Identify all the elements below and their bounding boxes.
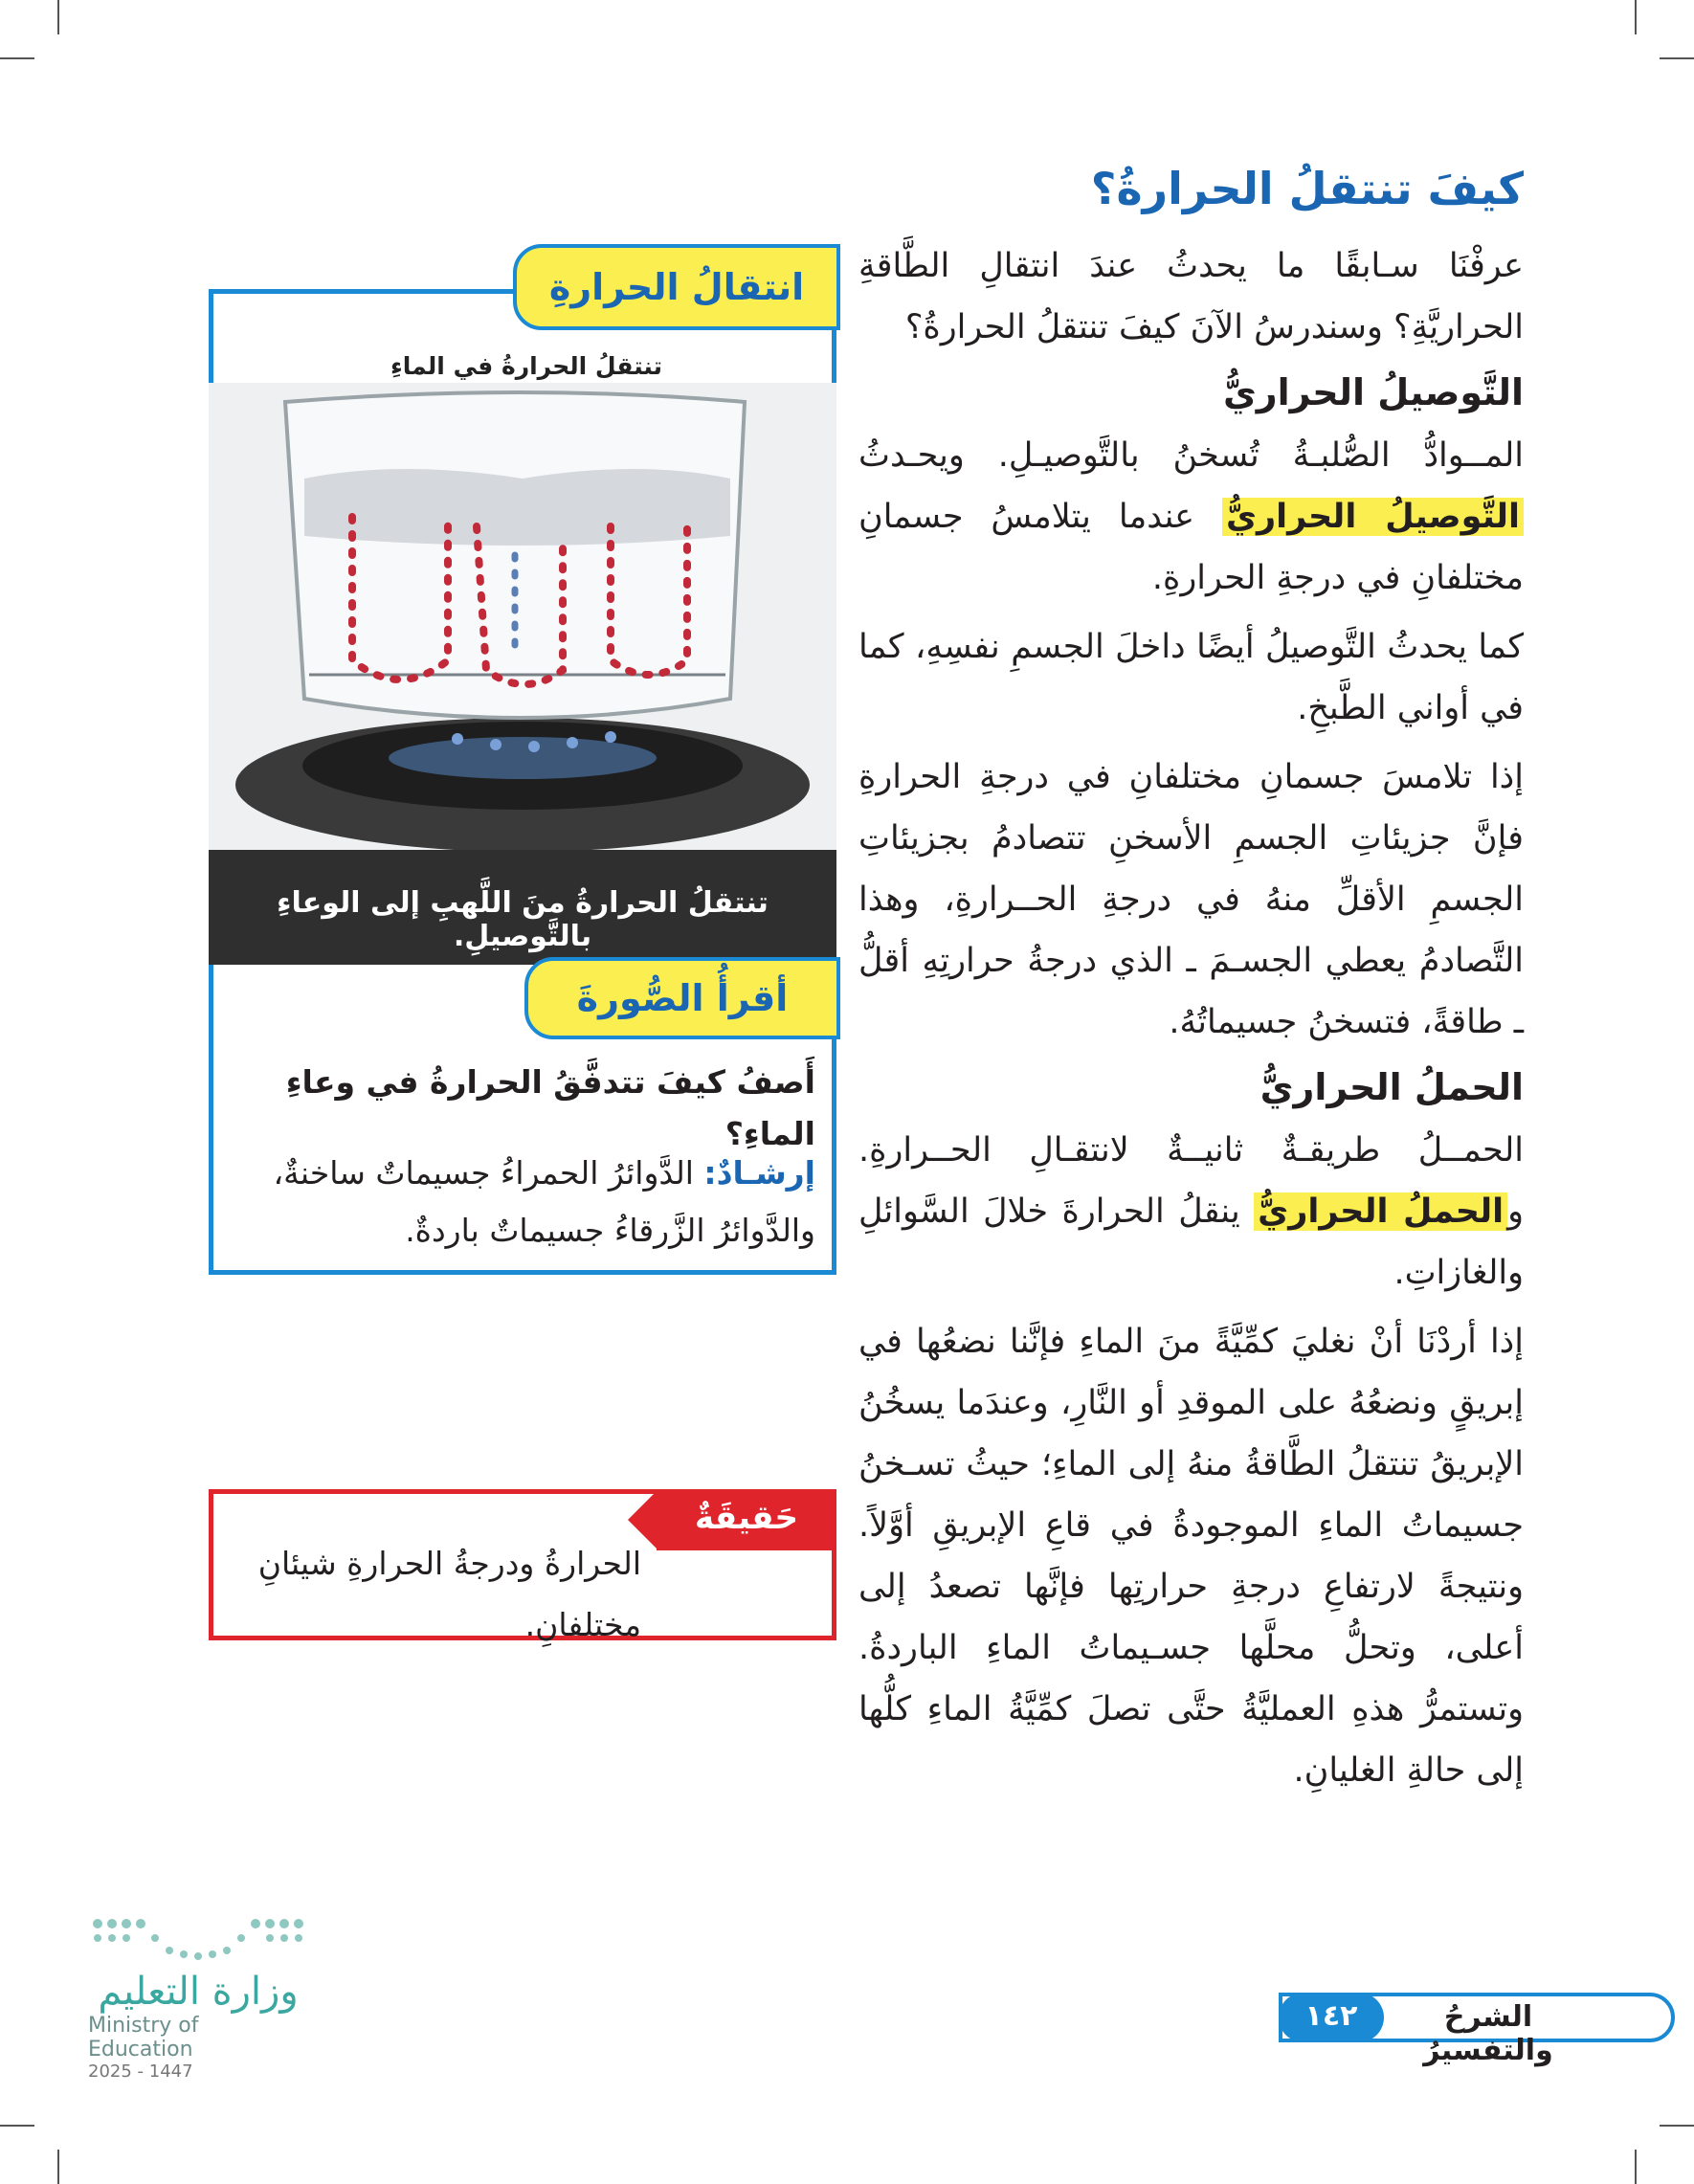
intro-paragraph: عرفْنَا سـابقًا ما يحدثُ عندَ انتقالِ الطَّاقةِ الحراريَّةِ؟ وسندرسُ الآنَ كيفَ تنتقلُ الحرارةُ؟ [858,247,1524,346]
convection-heading: الحملُ الحراريُّ [1259,1066,1524,1108]
convection-text-b: ينقلُ الحرارةَ خلالَ السَّوائلِ والغازاتِ. [858,1192,1524,1292]
logo-year: 2025 - 1447 [88,2061,193,2082]
fact-label: حَقيقَةٌ [657,1489,836,1550]
convection-paragraph-1 [858,1120,1524,1304]
conduction-text-b: عندما يتلامسُ جسمانِ مختلفانِ في درجةِ الحرارةِ. [858,498,1524,597]
figure-question: أَصفُ كيفَ تتدفَّقُ الحرارةُ في وعاءِ الماءِ؟ [285,1063,815,1152]
crop-mark [57,0,59,34]
footer-section-label: الشرحُ والتفسيرُ [1423,2000,1553,2067]
beaker-on-stove-image [209,383,836,850]
convection-paragraph-2: إذا أردْنَا أنْ نغليَ كمِّيَّةً منَ الماءِ فإنَّنا نضعُها في إبريقٍ ونضعُهُ على الموقدِ أو النَّارِ، وعندَما يسخُنُ الإبريقُ تنتقلُ الطَّاقةُ منهُ إلى الماءِ؛ حيثُ تسـخنُ جسيماتُ الماءِ الموجودةُ في قاعِ الإبريقِ أوَّلاً. ونتيجةً لارتفاعِ درجةِ حرارتِها فإنَّها تصعدُ إلى أعلى، وتحلُّ محلَّها جسـيماتُ الماءِ الباردةُ. وتستمرُّ هذهِ العمليَّةُ حتَّى تصلَ كمِّيَّةُ الماءِ كلُّها إلى حالةِ الغليانِ. [858,1323,1524,1790]
crop-mark [1635,2150,1637,2184]
crop-mark [1660,2125,1694,2127]
conduction-paragraph-2: كما يحدثُ التَّوصيلُ أيضًا داخلَ الجسمِ نفسِهِ، كما في أواني الطَّبخِ. [858,628,1524,727]
read-picture-tab: أقرأُ الصُّورةَ [524,957,840,1039]
main-content [858,163,1524,1809]
crop-mark [57,2150,59,2184]
conduction-term: التَّوصيلُ الحراريُّ [1222,498,1524,536]
figure-caption-top: تنتقلُ الحرارةُ في الماءِ [390,352,662,380]
logo-arabic: وزارة التعليم [98,1970,299,2014]
logo-dots-icon [88,1914,308,1962]
conduction-heading: التَّوصيلُ الحراريُّ [1222,371,1524,413]
conduction-paragraph-1 [858,425,1524,609]
figure-hint [230,1145,815,1259]
conduction-text-a: المــوادُّ الصُّلبـةُ تُسخنُ بالتَّوصيـلِ. ويحـدثُ [858,436,1524,475]
logo-english: Ministry of Education [88,2014,199,2061]
crop-mark [1635,0,1637,34]
conduction-paragraph-3: إذا تلامسَ جسمانِ مختلفانِ في درجةِ الحرارةِ فإنَّ جزيئاتِ الجسمِ الأسخنِ تتصادمُ بجزيئاتِ الجسمِ الأقلِّ منهُ في درجةِ الحــرارةِ، وهذا التَّصادمُ يعطي الجسـمَ ـ الذي درجةُ حرارتِهِ أقلُّ ـ طاقةً، فتسخنُ جسيماتُهُ. [858,758,1524,1041]
figure-caption-bottom: تنتقلُ الحرارةُ منَ اللَّهبِ إلى الوعاءِ بالتَّوصيلِ. [209,850,836,965]
page-number: ١٤٢ [1279,1993,1384,2042]
fact-text: الحرارةُ ودرجةُ الحرارةِ شيئانِ مختلفانِ. [257,1545,641,1643]
hint-label: إرشـادٌ: [703,1154,815,1192]
convection-text-a: الحمــلُ طريقـةٌ ثانيــةٌ لانتقـالِ الحــرارةِ. و [858,1131,1524,1231]
section-title: كيفَ تنتقلُ الحرارةُ؟ [1090,163,1524,214]
figure-title-tab: انتقالُ الحرارةِ [513,244,840,330]
crop-mark [0,57,34,59]
hint-text: الدَّوائرُ الحمراءُ جسيماتٌ ساخنةٌ، والدَّوائرُ الزَّرقاءُ جسيماتٌ باردةٌ. [273,1154,815,1249]
ministry-logo [88,1914,308,2082]
convection-term: الحملُ الحراريُّ [1254,1192,1507,1231]
crop-mark [0,2125,34,2127]
crop-mark [1660,57,1694,59]
